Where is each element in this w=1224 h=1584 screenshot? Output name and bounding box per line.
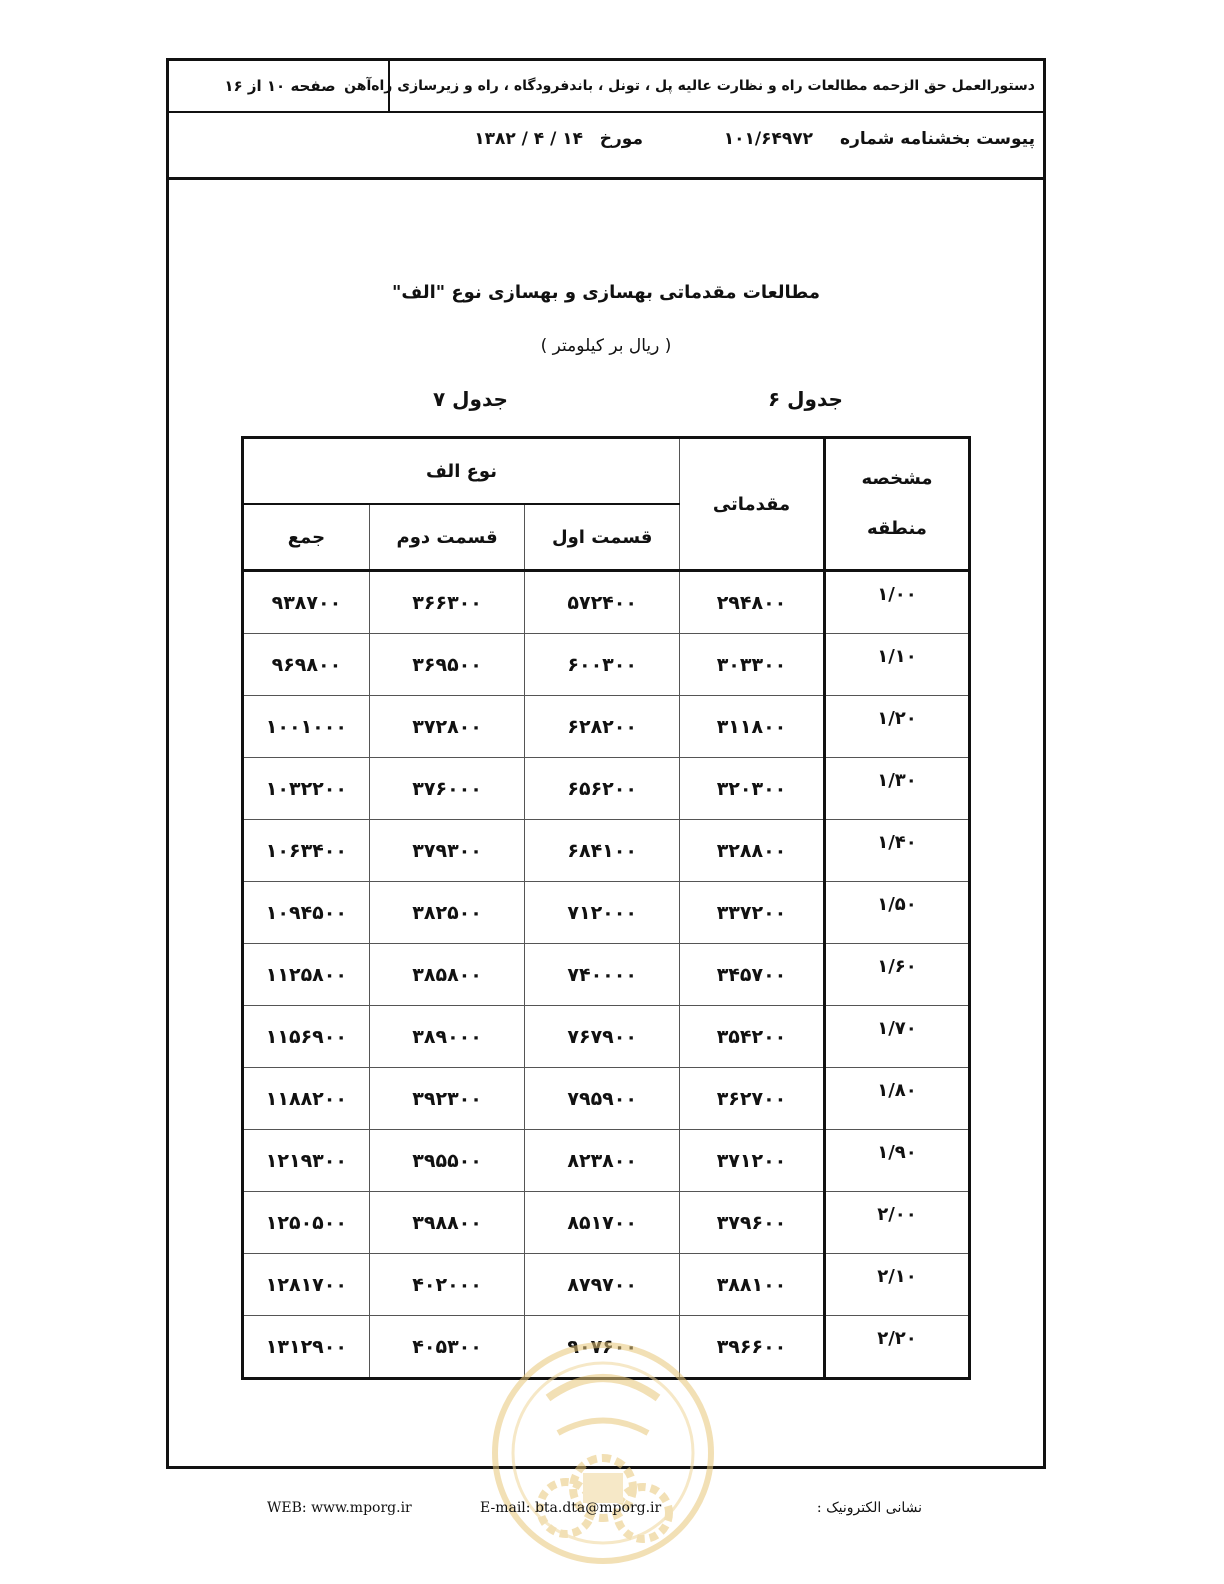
preliminary-cell: ۳۷۱۲۰۰ — [680, 1130, 825, 1192]
preliminary-cell: ۳۴۵۷۰۰ — [680, 944, 825, 1006]
document-header-title: دستورالعمل حق الزحمه مطالعات راه و نظارت عالیه پل ، تونل ، باندفرودگاه ، راه و زیرسازی راه‌آهن — [388, 61, 1043, 111]
part2-cell: ۳۷۹۳۰۰ — [369, 820, 525, 882]
preliminary-header: مقدماتی — [680, 438, 825, 571]
zone-cell: ۱/۱۰ — [825, 634, 970, 696]
total-cell: ۹۶۹۸۰۰ — [243, 634, 370, 696]
date-label: مورخ — [599, 129, 643, 149]
table-row — [243, 820, 970, 882]
table-row — [243, 1192, 970, 1254]
header-row — [169, 61, 1043, 113]
footer-electronic-label: نشانی الکترونیک : — [816, 1500, 922, 1516]
preliminary-cell: ۳۲۸۸۰۰ — [680, 820, 825, 882]
total-header: جمع — [243, 504, 370, 571]
table-row — [243, 1006, 970, 1068]
total-cell: ۱۰۹۴۵۰۰ — [243, 882, 370, 944]
zone-cell: ۱/۷۰ — [825, 1006, 970, 1068]
table-row — [243, 944, 970, 1006]
total-cell: ۱۲۱۹۳۰۰ — [243, 1130, 370, 1192]
circular-number: ۱۰۱/۶۴۹۷۲ — [723, 129, 813, 149]
preliminary-cell: ۳۷۹۶۰۰ — [680, 1192, 825, 1254]
zone-cell: ۱/۲۰ — [825, 696, 970, 758]
preliminary-cell: ۳۶۲۷۰۰ — [680, 1068, 825, 1130]
part2-cell: ۳۷۲۸۰۰ — [369, 696, 525, 758]
mporg-seal-watermark — [488, 1338, 718, 1584]
part1-cell: ۷۶۷۹۰۰ — [525, 1006, 680, 1068]
zone-cell: ۱/۰۰ — [825, 571, 970, 634]
part1-cell: ۹۰۷۶۰۰ — [525, 1316, 680, 1379]
preliminary-cell: ۳۰۳۳۰۰ — [680, 634, 825, 696]
part1-cell: ۸۷۹۷۰۰ — [525, 1254, 680, 1316]
preliminary-cell: ۳۲۰۳۰۰ — [680, 758, 825, 820]
part1-header: قسمت اول — [525, 504, 680, 571]
preliminary-cell: ۳۸۸۱۰۰ — [680, 1254, 825, 1316]
zone-cell: ۱/۶۰ — [825, 944, 970, 1006]
total-cell: ۱۲۸۱۷۰۰ — [243, 1254, 370, 1316]
table-row — [243, 634, 970, 696]
zone-cell: ۱/۳۰ — [825, 758, 970, 820]
table-row — [243, 1254, 970, 1316]
part2-cell: ۳۹۲۳۰۰ — [369, 1068, 525, 1130]
part2-cell: ۳۸۹۰۰۰ — [369, 1006, 525, 1068]
part2-cell: ۳۹۸۸۰۰ — [369, 1192, 525, 1254]
part1-cell: ۷۹۵۹۰۰ — [525, 1068, 680, 1130]
table-row — [243, 1130, 970, 1192]
part1-cell: ۶۲۸۲۰۰ — [525, 696, 680, 758]
part2-header: قسمت دوم — [369, 504, 525, 571]
circular-label: پیوست بخشنامه شماره — [840, 129, 1035, 149]
total-cell: ۱۰۳۲۲۰۰ — [243, 758, 370, 820]
page-number: صفحه ۱۰ از ۱۶ — [224, 77, 336, 95]
preliminary-cell: ۲۹۴۸۰۰ — [680, 571, 825, 634]
table6-label: جدول ۶ — [768, 387, 843, 411]
preliminary-cell: ۳۵۴۲۰۰ — [680, 1006, 825, 1068]
table-row — [243, 696, 970, 758]
part1-cell: ۸۵۱۷۰۰ — [525, 1192, 680, 1254]
total-cell: ۱۰۰۱۰۰۰ — [243, 696, 370, 758]
part1-cell: ۶۸۴۱۰۰ — [525, 820, 680, 882]
zone-cell: ۱/۵۰ — [825, 882, 970, 944]
circular-row — [169, 111, 1043, 180]
part2-cell: ۴۰۲۰۰۰ — [369, 1254, 525, 1316]
document-title: مطالعات مقدماتی بهسازی و بهسازی نوع "الف" — [392, 282, 820, 303]
preliminary-cell: ۳۱۱۸۰۰ — [680, 696, 825, 758]
zone-header-line2: منطقه — [867, 518, 927, 539]
zone-cell: ۱/۴۰ — [825, 820, 970, 882]
table7-label: جدول ۷ — [433, 387, 508, 411]
part2-cell: ۳۸۲۵۰۰ — [369, 882, 525, 944]
part1-cell: ۶۰۰۳۰۰ — [525, 634, 680, 696]
part2-cell: ۳۶۶۳۰۰ — [369, 571, 525, 634]
part2-cell: ۴۰۵۳۰۰ — [369, 1316, 525, 1379]
part1-cell: ۷۱۲۰۰۰ — [525, 882, 680, 944]
date-value: ۱۴ / ۴ / ۱۳۸۲ — [474, 129, 583, 149]
part2-cell: ۳۶۹۵۰۰ — [369, 634, 525, 696]
part1-cell: ۸۲۳۸۰۰ — [525, 1130, 680, 1192]
part1-cell: ۵۷۲۴۰۰ — [525, 571, 680, 634]
unit-label: ( ریال بر کیلومتر ) — [540, 336, 672, 356]
table-row — [243, 758, 970, 820]
fee-table — [241, 436, 971, 1380]
total-cell: ۱۲۵۰۵۰۰ — [243, 1192, 370, 1254]
part2-cell: ۳۷۶۰۰۰ — [369, 758, 525, 820]
zone-cell: ۲/۰۰ — [825, 1192, 970, 1254]
table-row — [243, 571, 970, 634]
zone-header-line1: مشخصه — [861, 468, 933, 489]
part1-cell: ۷۴۰۰۰۰ — [525, 944, 680, 1006]
total-cell: ۱۳۱۲۹۰۰ — [243, 1316, 370, 1379]
zone-cell: ۱/۸۰ — [825, 1068, 970, 1130]
part2-cell: ۳۹۵۵۰۰ — [369, 1130, 525, 1192]
part1-cell: ۶۵۶۲۰۰ — [525, 758, 680, 820]
table-row — [243, 1068, 970, 1130]
footer-email: E-mail: bta.dta@mporg.ir — [480, 1500, 662, 1516]
preliminary-cell: ۳۳۷۲۰۰ — [680, 882, 825, 944]
part2-cell: ۳۸۵۸۰۰ — [369, 944, 525, 1006]
total-cell: ۱۱۸۸۲۰۰ — [243, 1068, 370, 1130]
zone-cell: ۲/۲۰ — [825, 1316, 970, 1379]
total-cell: ۱۱۲۵۸۰۰ — [243, 944, 370, 1006]
footer-web: WEB: www.mporg.ir — [267, 1500, 412, 1516]
total-cell: ۱۰۶۳۴۰۰ — [243, 820, 370, 882]
preliminary-cell: ۳۹۶۶۰۰ — [680, 1316, 825, 1379]
total-cell: ۱۱۵۶۹۰۰ — [243, 1006, 370, 1068]
zone-header — [825, 438, 970, 571]
zone-cell: ۱/۹۰ — [825, 1130, 970, 1192]
table-row — [243, 882, 970, 944]
group-header: نوع الف — [243, 438, 680, 505]
zone-cell: ۲/۱۰ — [825, 1254, 970, 1316]
total-cell: ۹۳۸۷۰۰ — [243, 571, 370, 634]
